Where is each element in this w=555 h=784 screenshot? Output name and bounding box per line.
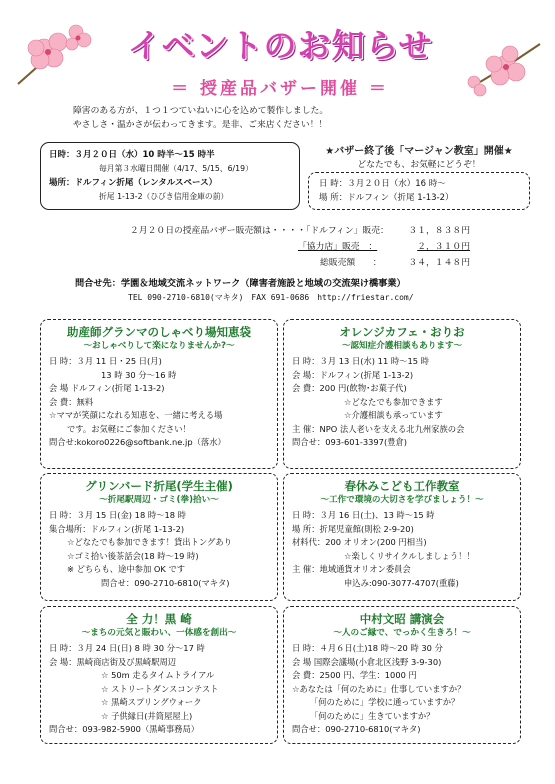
event-line: 会 費：2500 円、学生：1000 円 — [292, 670, 417, 680]
event-line: 申込み:090-3077-4707(重藤) — [344, 577, 459, 588]
event-title: 全 力！黒 崎 — [126, 612, 192, 626]
mahjong-date: 日 時：３月２０日（水）16 時～ — [319, 179, 446, 189]
sales-value: ３１，８３８円 — [408, 226, 470, 236]
event-line: 会 費：200 円(飲物･お菓子代) — [292, 383, 407, 393]
bazaar-address: 折尾 1-13-2（ひびき信用金庫の前） — [99, 192, 229, 201]
sales-summary — [130, 223, 510, 271]
mahjong-heading: ★バザー終了後「マージャン教室」開催★ — [325, 146, 513, 157]
event-line: 「何のために」生きていますか？ — [310, 710, 435, 721]
contact-org: 問合せ先：学園＆地域交流ネットワーク（障害者施設と地域の交流架け橋事業） — [75, 278, 406, 289]
event-line: 日 時：４月６日(土)18 時～20 時 30 分 — [292, 643, 443, 653]
event-line: 問合せ：090-2710-6810(マキタ) — [292, 724, 421, 734]
event-line: 材料代：200 オリオン(200 円相当) — [292, 537, 427, 547]
event-line: 会 場：ドルフィン(折尾 1-13-2) — [292, 369, 414, 380]
event-line: 問合せ：090-2710-6810(マキタ) — [101, 577, 230, 588]
sales-total: ３４，１４８円 — [408, 258, 470, 268]
event-title: 助産師グランマのしゃべり場知恵袋 — [67, 325, 251, 339]
event-line: ☆ゴミ拾い後茶話会(18 時～19 時) — [67, 550, 199, 561]
event-title: 中村文昭 講演会 — [359, 612, 445, 626]
event-line: 会 場 ドルフィン(折尾 1-13-2) — [49, 383, 165, 393]
sales-value: ２，３１０円 — [417, 242, 470, 252]
event-line: 会 場 国際会議場(小倉北区浅野 3-9-30) — [292, 656, 442, 667]
event-card — [40, 606, 278, 744]
event-card — [40, 473, 278, 601]
event-line: ☆楽しくリサイクルしましょう！！ — [344, 550, 475, 561]
event-line: 「何のために」学校に通っていますか？ — [310, 697, 460, 707]
event-subtitle: ～おしゃべりして楽になりませんか?～ — [83, 341, 235, 351]
event-line: 主 催：地域通貨オリオン委員会 — [292, 564, 411, 574]
event-line: 会 費：無料 — [49, 396, 94, 407]
bazaar-schedule: 毎月第３水曜日開催（4/17、5/15、6/19） — [99, 164, 253, 173]
event-line: 問合せ：093-601-3397(豊倉) — [292, 437, 408, 447]
contact-tel: TEL 090-2710-6810(マキタ) FAX 691-0686 http://friestar.com/ — [128, 293, 414, 302]
event-title: グリンバード折尾(学生主催) — [85, 479, 233, 493]
event-subtitle: ～認知症介護相談もあります～ — [341, 341, 463, 351]
event-subtitle: ～人のご縁で、でっかく生きろ！～ — [333, 628, 471, 638]
event-line: ☆ 50m 走るタイムトライアル — [101, 670, 215, 680]
event-line: ☆ ストリートダンスコンテスト — [101, 683, 219, 694]
event-line: 日 時：３月 16 日(土)、13 時～15 時 — [292, 510, 435, 520]
mahjong-note: どなたでも、お気軽にどうぞ！ — [357, 160, 481, 170]
sales-label: ２月２０日の授産品バザー販売額は・・・・「ドルフィン」販売： — [130, 226, 389, 236]
event-line: ☆あなたは「何のために」仕事していますか？ — [292, 683, 466, 694]
sales-label: 「協力店」販売 ： — [298, 242, 378, 252]
event-line: 問合せ:kokoro0226@softbank.ne.jp（落水） — [49, 437, 226, 447]
event-line: 日 時：３月 24 日(日) 8 時 30 分～17 時 — [49, 643, 205, 653]
event-card — [283, 473, 521, 601]
intro-text — [73, 104, 493, 132]
bazaar-place: 場所：ドルフィン折尾（レンタルスペース） — [49, 178, 218, 188]
sales-label: 総販売額 ： — [320, 258, 382, 268]
bazaar-date: 日時：３月２０日（水）10 時半～15 時半 — [49, 150, 215, 160]
page-title: イベントのお知らせ — [127, 26, 433, 65]
mahjong-info-box — [308, 172, 530, 210]
event-line: ☆どなたでも参加できます！貸出トングあり — [67, 537, 232, 547]
cherry-blossom-right-icon — [450, 34, 546, 100]
event-card — [283, 606, 521, 744]
cherry-blossom-left-icon — [14, 18, 106, 88]
event-line: ☆ 子供縁日(井筒屋屋上) — [101, 710, 193, 721]
event-title: オレンジカフェ・おりお — [339, 325, 465, 339]
event-line: 集合場所：ドルフィン(折尾 1-13-2) — [49, 523, 185, 534]
event-line: 主 催：NPO 法人老いを支える北九州家族の会 — [292, 423, 465, 434]
mahjong-place: 場 所：ドルフィン（折尾 1-13-2） — [319, 193, 454, 203]
event-line: 問合せ：093-982-5900（黒崎事務局） — [49, 724, 200, 734]
event-line: 日 時：３月 13 日(水) 11 時～15 時 — [292, 356, 429, 366]
event-subtitle: ～まちの元気と賑わい、一体感を創出～ — [81, 628, 237, 638]
event-line: 場 所：折尾児童館(則松 2-9-20) — [292, 523, 414, 534]
event-title: 春休みこども工作教室 — [344, 479, 460, 493]
event-line: 日 時：３月 15 日(金) 18 時～18 時 — [49, 510, 186, 520]
event-card — [40, 319, 278, 469]
event-line: 会 場：黒崎商店街及び黒崎駅周辺 — [49, 656, 177, 667]
event-card — [283, 319, 521, 469]
event-line: 日 時：３月 11 日・25 日(月) — [49, 356, 162, 366]
event-line: ☆ 黒崎スプリングウォーク — [101, 697, 202, 707]
event-line: ※ どちらも、途中参加 OK です — [67, 564, 186, 574]
event-line: ☆ママが笑顔になれる知恵を、一緒に考える場 — [49, 410, 223, 420]
intro-line: やさしさ・温かさが伝わってきます。是非、ご来店ください！！ — [73, 120, 328, 130]
event-subtitle: ～折尾駅周辺・ゴミ(拳)拾い～ — [99, 495, 219, 505]
event-subtitle: ～工作で環境の大切さを学びましょう！～ — [320, 495, 484, 505]
page-subtitle: ＝ 授産品バザー開催 ＝ — [171, 79, 389, 99]
bazaar-info-box — [40, 142, 300, 210]
intro-line: 障害のある方が、１つ１つていねいに心を込めて製作しました。 — [73, 106, 329, 116]
event-line: です。お気軽にご参加ください！ — [67, 423, 191, 434]
event-line: 13 時 30 分～16 時 — [101, 369, 177, 380]
event-line: ☆介護相談も承っています — [344, 410, 443, 420]
event-line: ☆どなたでも参加できます — [344, 396, 443, 407]
